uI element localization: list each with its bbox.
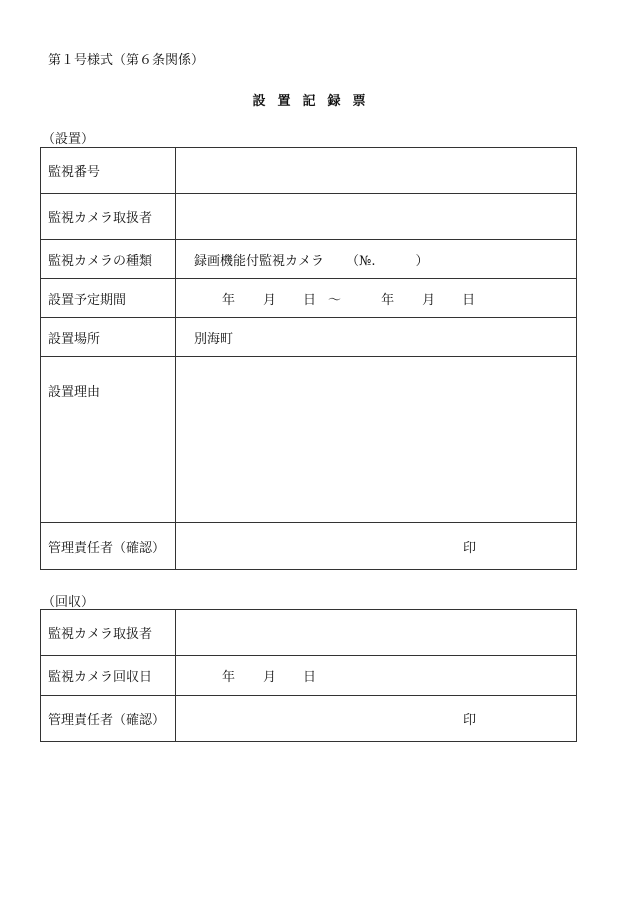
field-retrieval-date[interactable] [176, 656, 577, 696]
row-reason [41, 357, 577, 523]
seal-mark: 印 [462, 540, 476, 556]
period-year-2: 年 [381, 292, 395, 308]
field-reason[interactable] [176, 357, 577, 523]
field-retrieval-handler[interactable] [176, 610, 577, 656]
label-camera-type: 監視カメラの種類 [41, 240, 176, 279]
field-camera-type[interactable] [176, 240, 577, 279]
label-location: 設置場所 [41, 318, 176, 357]
row-handler [41, 194, 577, 240]
field-handler[interactable] [176, 194, 577, 240]
retrieval-day: 日 [303, 670, 317, 685]
row-retrieval-manager [41, 696, 577, 742]
retrieval-table [40, 609, 577, 742]
row-location [41, 318, 577, 357]
camera-number-prefix: （№. [346, 253, 376, 269]
label-retrieval-manager: 管理責任者（確認） [41, 696, 176, 742]
row-period [41, 279, 577, 318]
document-title: 設置記録票 [252, 94, 378, 109]
row-manager [41, 523, 577, 570]
period-month-1: 月 [263, 292, 277, 308]
field-camera-number[interactable] [176, 148, 577, 194]
field-retrieval-manager[interactable] [176, 696, 577, 742]
label-reason: 設置理由 [41, 357, 176, 523]
period-tilde: ～ [328, 292, 342, 308]
label-manager: 管理責任者（確認） [41, 523, 176, 570]
installation-section-label: （設置） [42, 132, 95, 147]
form-number: 第１号様式（第６条関係） [48, 53, 205, 68]
retrieval-seal-mark: 印 [462, 713, 476, 728]
label-period: 設置予定期間 [41, 279, 176, 318]
period-day-2: 日 [462, 292, 476, 308]
row-camera-type [41, 240, 577, 279]
field-manager[interactable] [176, 523, 577, 570]
row-retrieval-handler [41, 610, 577, 656]
row-camera-number [41, 148, 577, 194]
label-handler: 監視カメラ取扱者 [41, 194, 176, 240]
retrieval-month: 月 [263, 670, 277, 685]
label-retrieval-handler: 監視カメラ取扱者 [41, 610, 176, 656]
period-year-1: 年 [222, 292, 236, 308]
installation-table [40, 147, 577, 570]
label-retrieval-date: 監視カメラ回収日 [41, 656, 176, 696]
row-retrieval-date [41, 656, 577, 696]
label-camera-number: 監視番号 [41, 148, 176, 194]
field-location[interactable]: 別海町 [176, 318, 577, 357]
camera-number-suffix: ） [415, 253, 429, 269]
field-period[interactable] [176, 279, 577, 318]
period-day-1: 日 [303, 292, 317, 308]
period-month-2: 月 [422, 292, 436, 308]
camera-type-value: 録画機能付監視カメラ [194, 253, 325, 269]
retrieval-year: 年 [222, 670, 236, 685]
retrieval-section-label: （回収） [42, 595, 95, 610]
